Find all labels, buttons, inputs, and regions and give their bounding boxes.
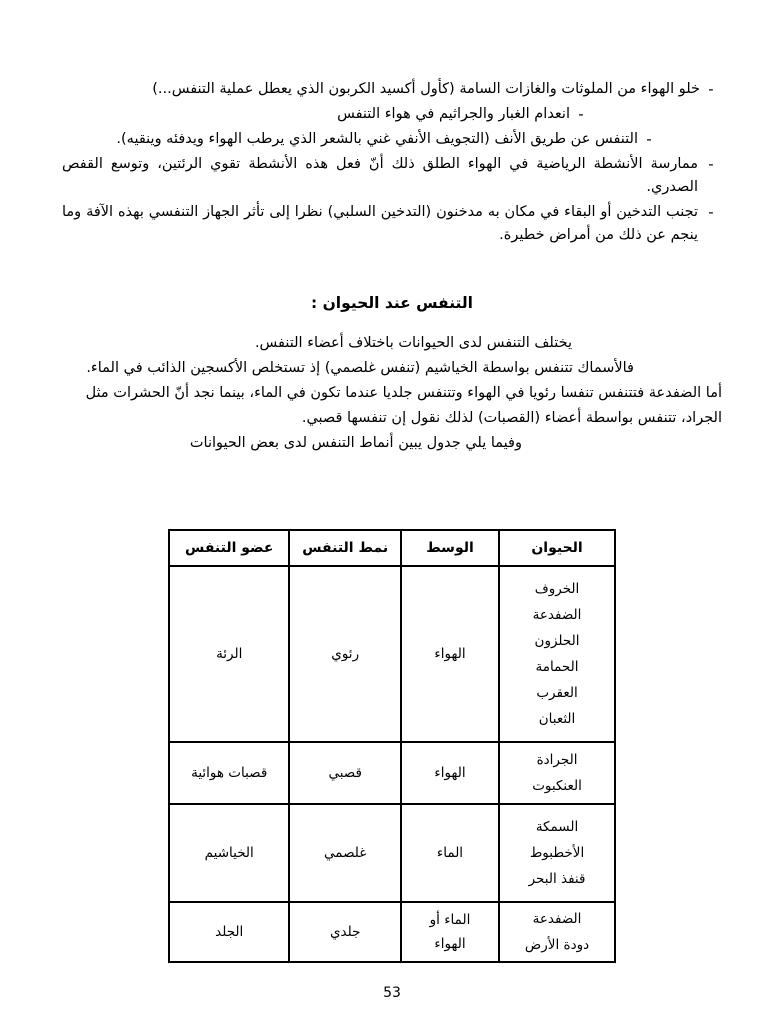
breathing-table — [168, 529, 616, 963]
column-header-organ: عضو التنفس — [169, 530, 289, 566]
bullet-dash-icon: - — [578, 105, 584, 123]
table-row — [169, 902, 615, 962]
bullet-dash-icon: - — [708, 80, 714, 98]
animal-name: الحمامة — [535, 659, 579, 675]
page-number: 53 — [383, 985, 401, 1001]
animal-name: العنكبوت — [532, 778, 582, 794]
recommendations-list — [62, 78, 722, 249]
animal-name: العقرب — [536, 685, 578, 701]
cell-animals — [499, 804, 615, 902]
paragraph-line: الجراد، تتنفس بواسطة أعضاء (القصبات) لذلك نقول إن تنفسها قصبي. — [301, 410, 722, 426]
list-item-text: انعدام الغبار والجراثيم في هواء التنفس — [337, 106, 570, 122]
cell-mode: رئوي — [289, 566, 401, 742]
animal-name: الضفدعة — [532, 911, 582, 927]
table-row — [169, 566, 615, 742]
list-item-text: التنفس عن طريق الأنف (التجويف الأنفي غني بالشعر الذي يرطب الهواء ويدفئه وينقيه). — [116, 131, 638, 147]
medium-value: الهواء — [434, 936, 466, 952]
animal-name: قنفذ البحر — [528, 871, 586, 887]
cell-animals — [499, 902, 615, 962]
list-item — [62, 78, 722, 101]
bullet-dash-icon: - — [646, 130, 652, 148]
animal-name: الثعبان — [538, 711, 576, 727]
animal-name: الجرادة — [536, 752, 578, 768]
animal-name: دودة الأرض — [524, 937, 590, 953]
column-header-animal: الحيوان — [499, 530, 615, 566]
animal-name: الخروف — [534, 581, 580, 597]
medium-value: الهواء — [434, 646, 466, 662]
medium-value: الماء أو — [429, 912, 471, 928]
animal-name: الأخطبوط — [529, 845, 585, 861]
cell-mode: غلصمي — [289, 804, 401, 902]
bullet-dash-icon: - — [708, 155, 714, 173]
table-row — [169, 742, 615, 804]
cell-medium — [401, 902, 499, 962]
cell-animals — [499, 742, 615, 804]
list-item-text: تجنب التدخين أو البقاء في مكان به مدخنون (التدخين السلبي) نظرا إلى تأثر الجهاز التنفسي بهذه الآفة وما ينجم عن ذلك من أمراض خطيرة. — [62, 204, 698, 243]
column-header-medium: الوسط — [401, 530, 499, 566]
cell-organ: قصبات هوائية — [169, 742, 289, 804]
table-header-row — [169, 530, 615, 566]
animal-name: الحلزون — [534, 633, 580, 649]
list-item — [62, 103, 722, 126]
cell-organ: الخياشيم — [169, 804, 289, 902]
list-item — [62, 201, 722, 247]
cell-mode: قصبي — [289, 742, 401, 804]
paragraph-line: فالأسماك تتنفس بواسطة الخياشيم (تنفس غلصمي) إذ تستخلص الأكسجين الذائب في الماء. — [86, 360, 634, 376]
list-item — [62, 128, 722, 151]
cell-organ: الرئة — [169, 566, 289, 742]
paragraph-line: وفيما يلي جدول يبين أنماط التنفس لدى بعض الحيوانات — [189, 435, 522, 451]
cell-medium — [401, 742, 499, 804]
animal-name: الضفدعة — [532, 607, 582, 623]
column-header-mode: نمط التنفس — [289, 530, 401, 566]
cell-medium — [401, 804, 499, 902]
paragraph-line: يختلف التنفس لدى الحيوانات باختلاف أعضاء التنفس. — [254, 335, 572, 351]
bullet-dash-icon: - — [708, 203, 714, 221]
cell-mode: جلدي — [289, 902, 401, 962]
animal-name: السمكة — [535, 819, 579, 835]
table-row — [169, 804, 615, 902]
cell-animals — [499, 566, 615, 742]
breathing-table-container — [168, 529, 616, 963]
cell-organ: الجلد — [169, 902, 289, 962]
list-item-text: خلو الهواء من الملوثات والغازات السامة (كأول أكسيد الكربون الذي يعطل عملية التنفس...) — [152, 81, 700, 97]
list-item — [62, 153, 722, 199]
medium-value: الهواء — [434, 765, 466, 781]
paragraph-line: أما الضفدعة فتتنفس تنفسا رئويا في الهواء وتتنفس جلديا عندما تكون في الماء، بينما نجد أنّ الحشرات مثل — [85, 385, 722, 401]
body-paragraphs — [62, 331, 722, 456]
section-heading: التنفس عند الحيوان : — [310, 294, 473, 312]
cell-medium — [401, 566, 499, 742]
list-item-text: ممارسة الأنشطة الرياضية في الهواء الطلق ذلك أنّ فعل هذه الأنشطة تقوي الرئتين، وتوسع القفص الصدري. — [62, 156, 698, 195]
medium-value: الماء — [436, 845, 464, 861]
